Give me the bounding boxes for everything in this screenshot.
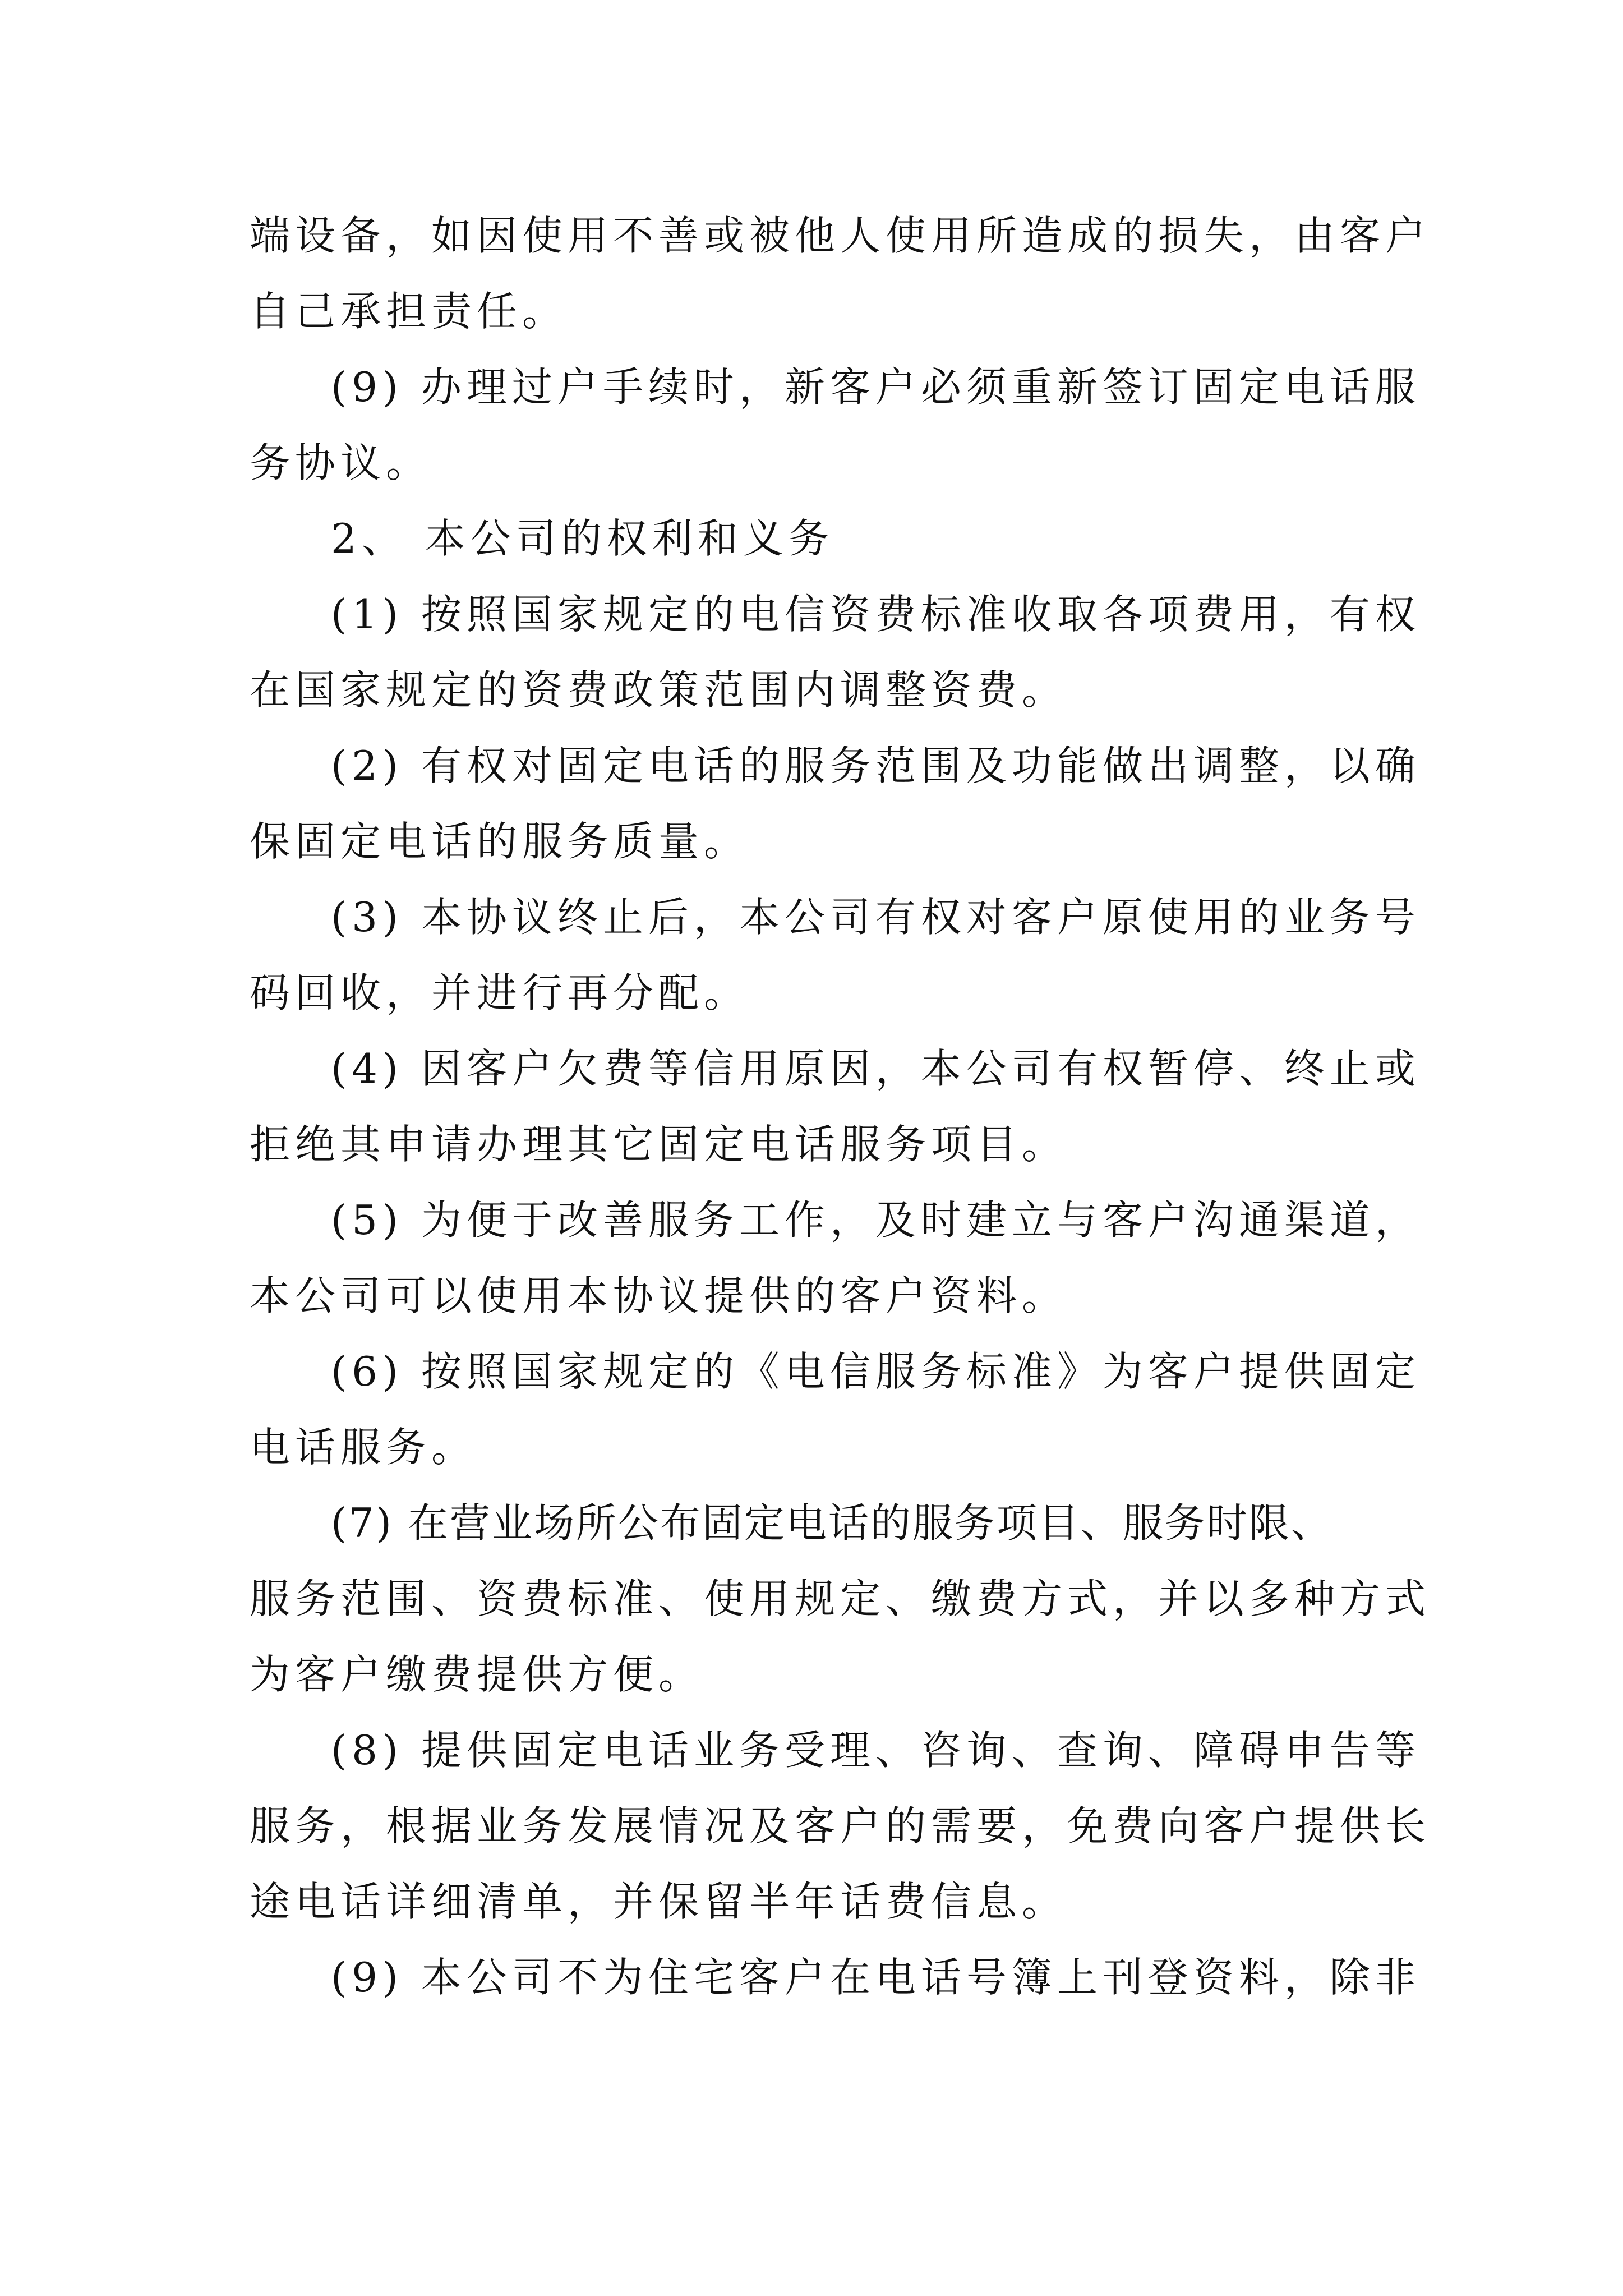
text-line: 电话服务。 — [250, 1424, 477, 1471]
text-line: (5) 为便于改善服务工作，及时建立与客户沟通渠道， — [331, 1197, 1421, 1244]
text-line: 保固定电话的服务质量。 — [250, 818, 750, 865]
text-line: 服务，根据业务发展情况及客户的需要，免费向客户提供长 — [250, 1802, 1431, 1849]
text-line: (3) 本协议终止后，本公司有权对客户原使用的业务号 — [331, 894, 1421, 941]
section-heading: 2、 本公司的权利和义务 — [331, 515, 834, 562]
text-line: 码回收，并进行再分配。 — [250, 969, 750, 1016]
text-line: (1) 按照国家规定的电信资费标准收取各项费用，有权 — [331, 591, 1421, 638]
text-line: 务协议。 — [250, 439, 432, 486]
text-line: (9) 办理过户手续时，新客户必须重新签订固定电话服 — [331, 364, 1421, 411]
text-line: 服务范围、资费标准、使用规定、缴费方式，并以多种方式 — [250, 1575, 1431, 1622]
text-line: (7) 在营业场所公布固定电话的服务项目、服务时限、 — [331, 1499, 1333, 1547]
text-line: (8) 提供固定电话业务受理、咨询、查询、障碍申告等 — [331, 1727, 1421, 1774]
text-line: 在国家规定的资费政策范围内调整资费。 — [250, 666, 1068, 714]
text-line: 拒绝其申请办理其它固定电话服务项目。 — [250, 1121, 1068, 1168]
text-line: 自己承担责任。 — [250, 288, 568, 335]
text-line: 途电话详细清单，并保留半年话费信息。 — [250, 1878, 1068, 1925]
text-line: 为客户缴费提供方便。 — [250, 1651, 704, 1698]
text-line: (2) 有权对固定电话的服务范围及功能做出调整，以确 — [331, 742, 1421, 789]
text-line: (4) 因客户欠费等信用原因，本公司有权暂停、终止或 — [331, 1045, 1421, 1092]
text-line: (6) 按照国家规定的《电信服务标准》为客户提供固定 — [331, 1348, 1421, 1395]
text-line: 端设备，如因使用不善或被他人使用所造成的损失，由客户 — [250, 212, 1431, 259]
text-line: 本公司可以使用本协议提供的客户资料。 — [250, 1272, 1068, 1319]
text-line: (9) 本公司不为住宅客户在电话号簿上刊登资料，除非 — [331, 1954, 1421, 2001]
